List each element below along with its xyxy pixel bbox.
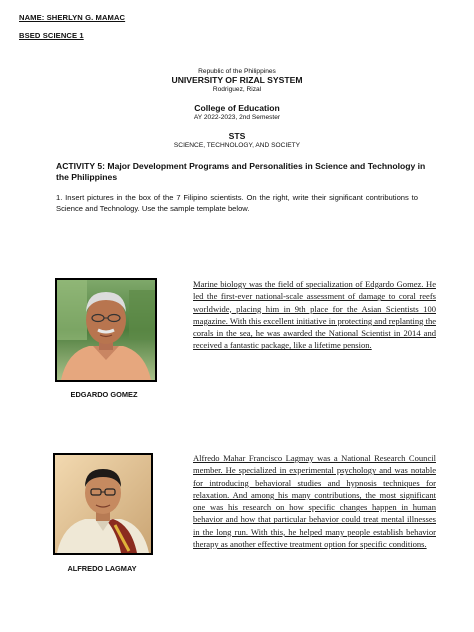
- student-section: BSED SCIENCE 1: [19, 31, 84, 40]
- scientist-name-lagmay: ALFREDO LAGMAY: [67, 564, 137, 573]
- college-name: College of Education: [194, 103, 280, 113]
- university-address: Rodriguez, Rizal: [212, 86, 262, 93]
- scientist-contribution-gomez: Marine biology was the field of specialization of Edgardo Gomez. He led the first-ever national-scale assessment of damage to coral reefs worldwide, placing him in 9th place for the Asian Scientists 100 magazine. With this excellent initiative in protecting and replanting the corals in the sea, he was awarded the National Scientist in 2014 and received a fantastic package, like a lifetime pension.: [193, 279, 437, 351]
- scientist-photo-gomez: [55, 278, 157, 382]
- academic-year: AY 2022-2023, 2nd Semester: [193, 114, 281, 121]
- scientist-contribution-lagmay: Alfredo Mahar Francisco Lagmay was a National Research Council member. He specialized in experimental psychology and was notable for introducing behavioral studies and hypnosis techniques for relaxation. And among his many contributions, the most significant one was his research on how specific changes happen in human behavior and how that particular behavior could treat mental illnesses in the long run. With this, he helped many people establish behavior therapy as another effective treatment option for specific conditions.: [193, 453, 436, 550]
- course-code: STS: [228, 131, 246, 141]
- portrait-gomez-image: [57, 280, 155, 380]
- student-name: NAME: SHERLYN G. MAMAC: [19, 13, 126, 22]
- portrait-lagmay-image: [55, 455, 151, 553]
- activity-title: ACTIVITY 5: Major Development Programs and Personalities in Science and Technology in the Philippines: [56, 161, 426, 182]
- scientist-name-gomez: EDGARDO GOMEZ: [70, 390, 138, 399]
- scientist-photo-lagmay: [53, 453, 153, 555]
- republic-line: Republic of the Philippines: [198, 68, 276, 75]
- course-name: SCIENCE, TECHNOLOGY, AND SOCIETY: [173, 142, 301, 149]
- activity-instruction: 1. Insert pictures in the box of the 7 Filipino scientists. On the right, write their significant contributions to Science and Technology. Use the sample template below.: [56, 193, 418, 213]
- university-name: UNIVERSITY OF RIZAL SYSTEM: [171, 75, 303, 85]
